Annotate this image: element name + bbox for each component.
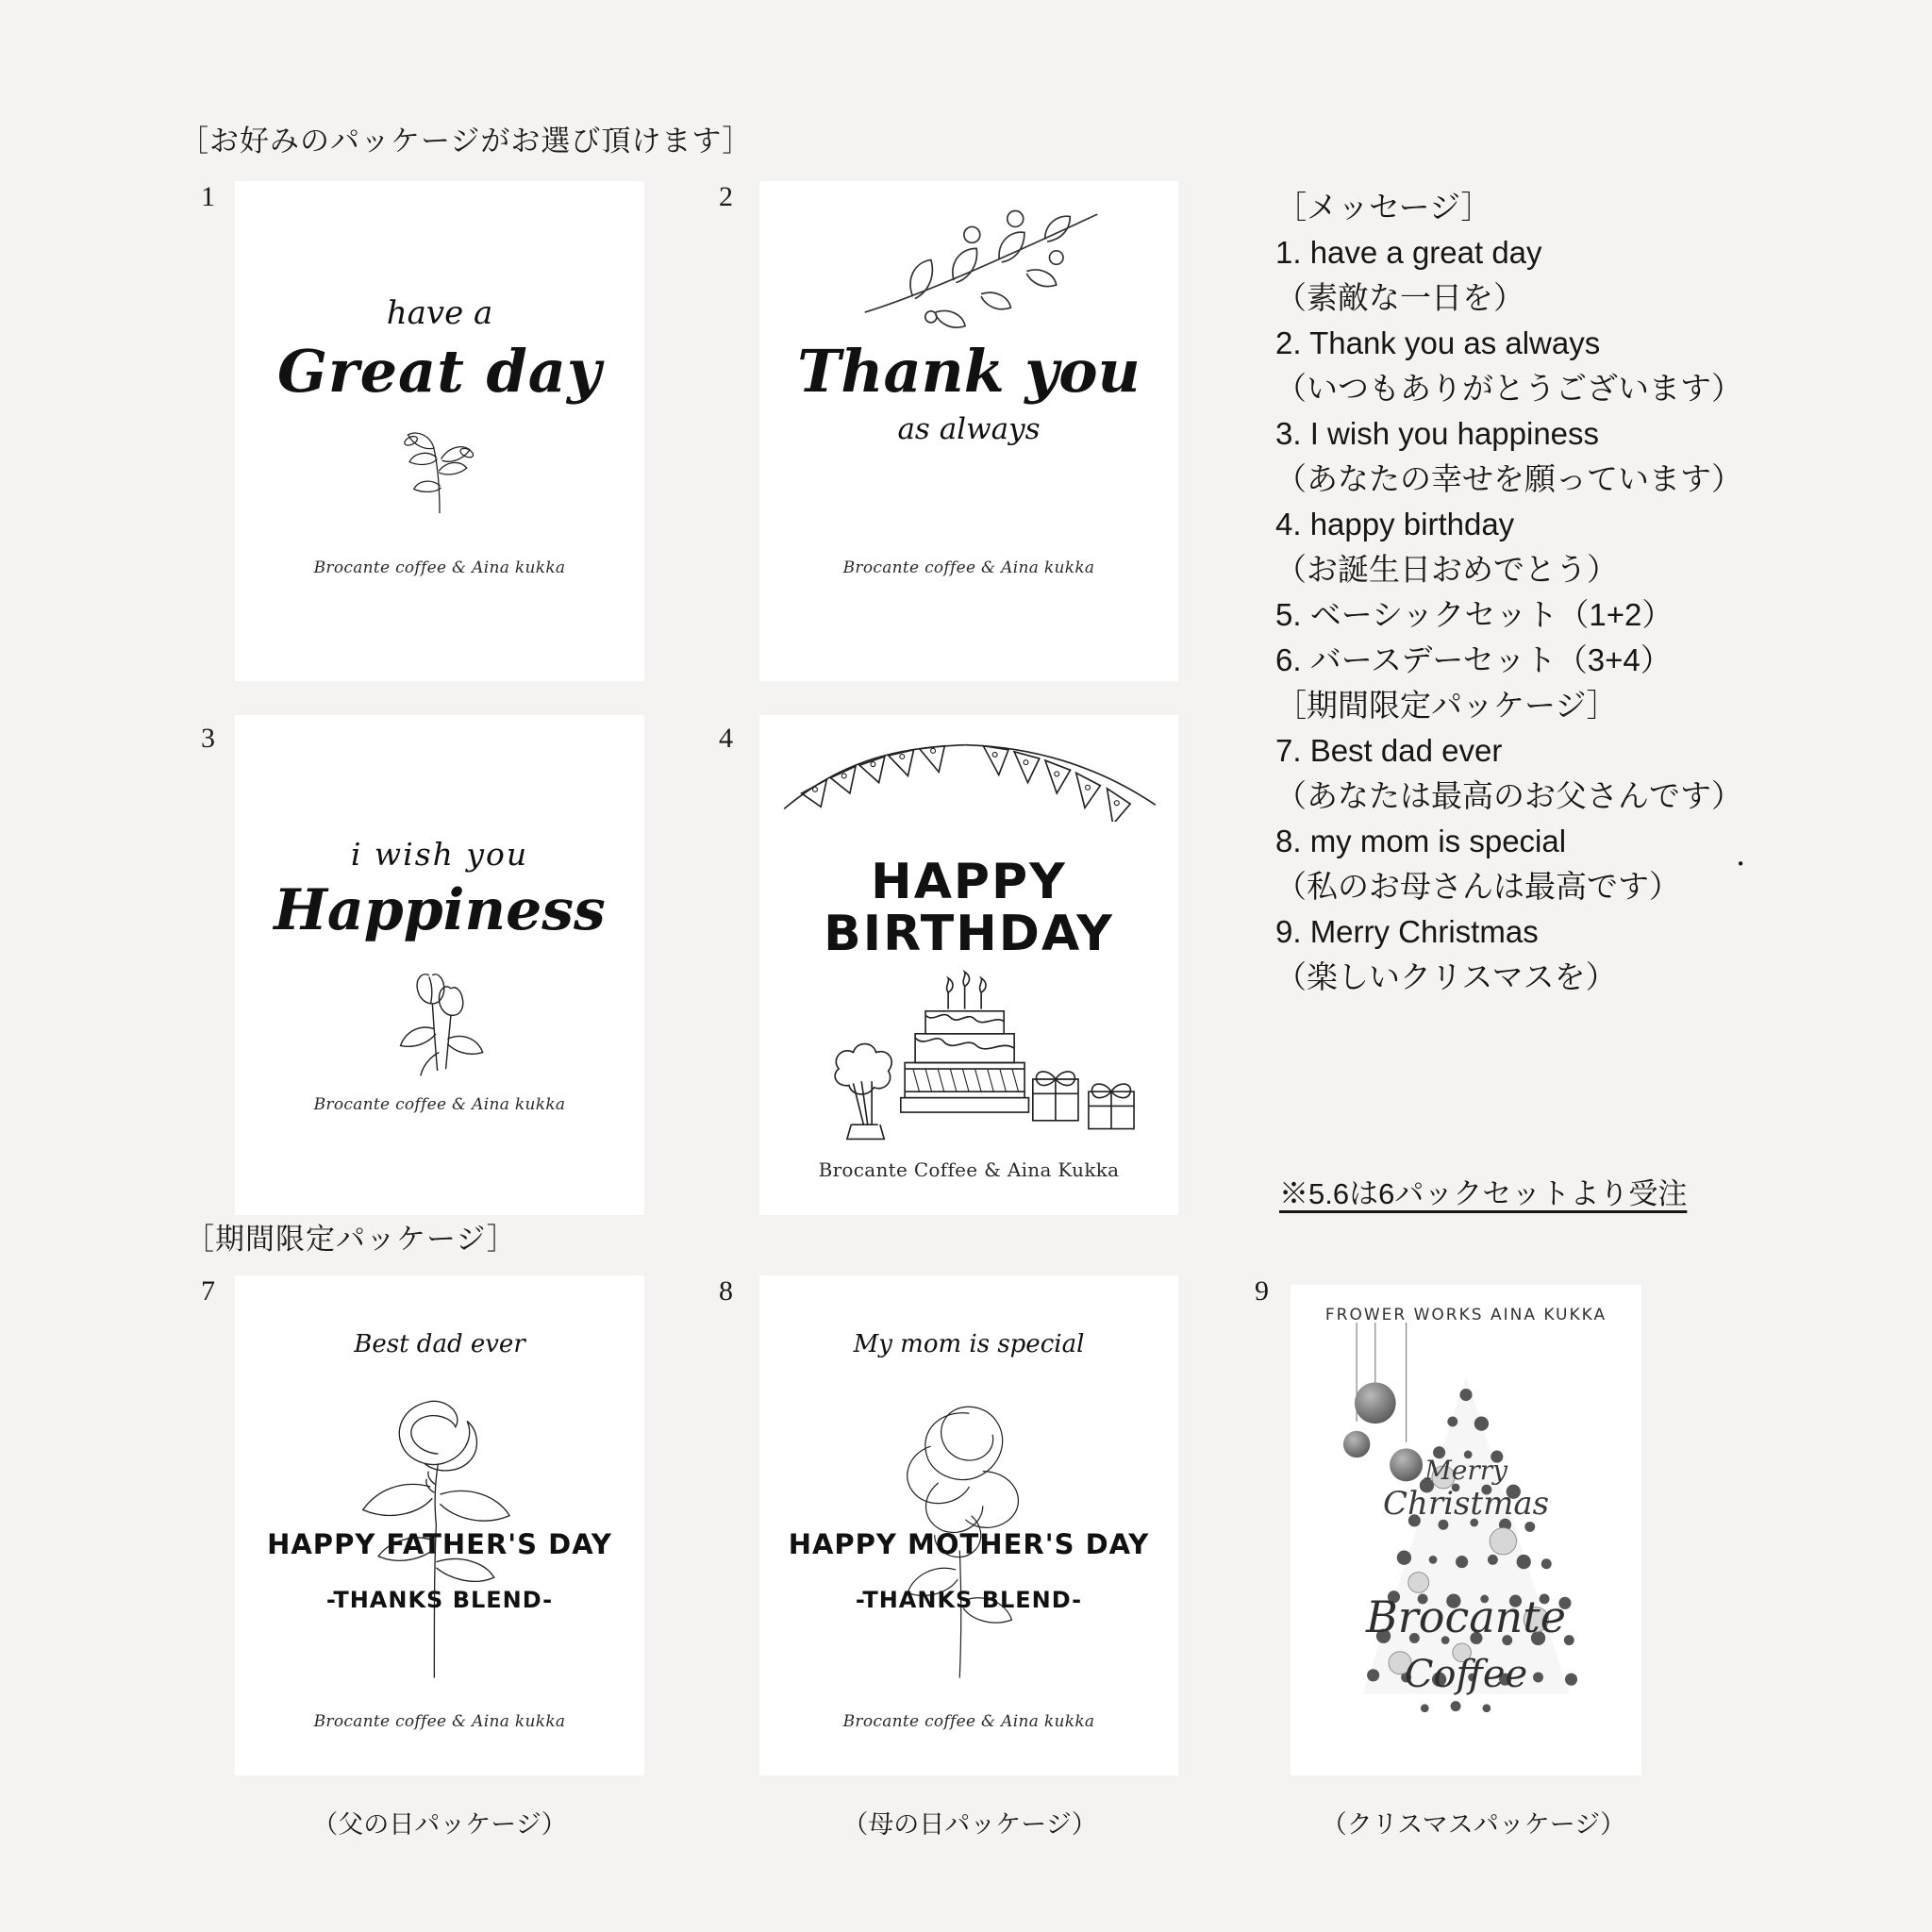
- message-item: 2. Thank you as always: [1275, 325, 1601, 360]
- card-7-line-1: Best dad ever: [354, 1330, 525, 1358]
- card-2-line-1: Thank you: [797, 337, 1141, 406]
- message-item: 6. バースデーセット（3+4）: [1275, 642, 1672, 677]
- cake-and-gifts-icon: [793, 970, 1144, 1156]
- card-1-line-2: Great day: [276, 337, 602, 406]
- message-item: （いつもありがとうございます）: [1275, 371, 1742, 406]
- package-card-8[interactable]: [759, 1275, 1178, 1775]
- package-card-2[interactable]: [759, 181, 1178, 681]
- message-item: 7. Best dad ever: [1275, 733, 1503, 768]
- card-8-brand: Brocante coffee & Aina kukka: [842, 1712, 1095, 1731]
- leaf-sprig-icon: [364, 412, 515, 521]
- card-9-line-4: Coffee: [1404, 1653, 1528, 1696]
- card-9-line-2: Christmas: [1382, 1485, 1550, 1523]
- card-9-header: FROWER WORKS AINA KUKKA: [1324, 1306, 1607, 1324]
- package-card-9[interactable]: [1291, 1285, 1641, 1775]
- message-item: 5. ベーシックセット（1+2）: [1275, 597, 1674, 632]
- card-number-9: 9: [1255, 1275, 1269, 1307]
- message-item: （あなたは最高のお父さんです）: [1275, 778, 1742, 813]
- card-number-2: 2: [719, 181, 733, 212]
- stray-dot-mark: ．: [1736, 837, 1767, 872]
- card-7-line-3: -THANKS BLEND-: [325, 1587, 554, 1613]
- message-item: 3. I wish you happiness: [1275, 416, 1600, 451]
- page-title: ［お好みのパッケージがお選び頂けます］: [179, 125, 753, 158]
- card-3-line-1: i wish you: [350, 836, 529, 873]
- card-8-line-2: HAPPY MOTHER'S DAY: [788, 1528, 1150, 1560]
- christmas-tree-icon: [1291, 1323, 1641, 1766]
- message-list: [1275, 185, 1860, 1000]
- limited-section-title: ［期間限定パッケージ］: [185, 1223, 517, 1256]
- card-number-3: 3: [201, 723, 215, 754]
- order-note: ※5.6は6パックセットより受注: [1279, 1177, 1688, 1210]
- message-item: （楽しいクリスマスを）: [1275, 959, 1617, 994]
- olive-branch-icon: [844, 202, 1118, 329]
- card-4-title: [759, 854, 1178, 962]
- card-number-1: 1: [201, 181, 215, 212]
- message-item: 4. happy birthday: [1275, 507, 1515, 541]
- package-card-1[interactable]: [235, 181, 644, 681]
- message-item: 8. my mom is special: [1275, 824, 1567, 858]
- message-item: ［期間限定パッケージ］: [1275, 688, 1618, 723]
- card-1-brand: Brocante coffee & Aina kukka: [313, 558, 566, 577]
- message-list-title: ［メッセージ］: [1275, 190, 1492, 225]
- card-9-line-3: Brocante: [1365, 1591, 1566, 1642]
- message-item: 1. have a great day: [1275, 235, 1542, 270]
- card-3-brand: Brocante coffee & Aina kukka: [313, 1095, 566, 1114]
- card-7-caption: （父の日パッケージ）: [312, 1810, 567, 1839]
- card-8-line-1: My mom is special: [853, 1330, 1085, 1358]
- card-4-line-1: HAPPY: [871, 854, 1067, 910]
- card-7-line-2: HAPPY FATHER'S DAY: [267, 1528, 612, 1560]
- card-9-line-1: Merry: [1424, 1455, 1507, 1486]
- card-2-line-2: as always: [897, 412, 1041, 446]
- card-1-line-1: have a: [386, 294, 493, 332]
- message-item: （あなたの幸せを願っています）: [1275, 461, 1742, 496]
- card-4-brand: Brocante Coffee & Aina Kukka: [818, 1158, 1120, 1181]
- message-item: （お誕生日おめでとう）: [1275, 552, 1618, 587]
- package-card-4[interactable]: [759, 715, 1178, 1215]
- card-4-line-2: BIRTHDAY: [824, 905, 1114, 962]
- message-item: （素敵な一日を）: [1275, 280, 1524, 315]
- message-item: 9. Merry Christmas: [1275, 914, 1539, 949]
- card-3-line-2: Happiness: [274, 877, 606, 943]
- card-number-8: 8: [719, 1275, 733, 1307]
- card-number-4: 4: [719, 723, 733, 754]
- message-item: （私のお母さんは最高です）: [1275, 869, 1680, 904]
- card-9-caption: （クリスマスパッケージ）: [1321, 1810, 1626, 1839]
- bunting-icon: [776, 732, 1163, 822]
- card-2-brand: Brocante coffee & Aina kukka: [842, 558, 1095, 577]
- package-card-3[interactable]: [235, 715, 644, 1215]
- card-number-7: 7: [201, 1275, 215, 1307]
- tulip-icon: [367, 951, 518, 1078]
- package-card-7[interactable]: [235, 1275, 644, 1775]
- card-7-brand: Brocante coffee & Aina kukka: [313, 1712, 566, 1731]
- card-8-caption: （母の日パッケージ）: [842, 1810, 1097, 1839]
- card-8-line-3: -THANKS BLEND-: [855, 1587, 1083, 1613]
